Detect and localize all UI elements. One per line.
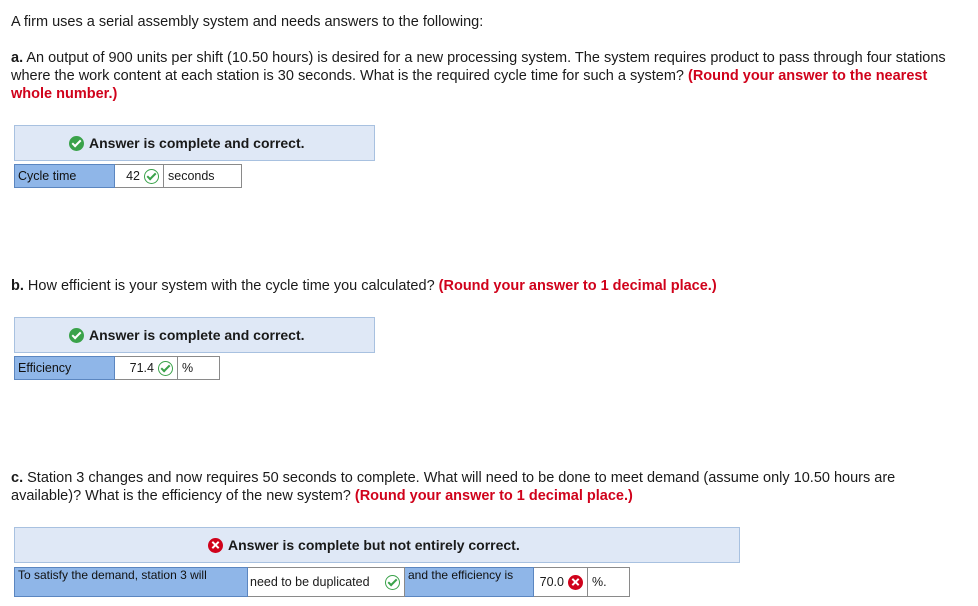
part-b-instruction: (Round your answer to 1 decimal place.) <box>438 278 717 294</box>
part-c-banner <box>14 527 740 563</box>
efficiency-label: Efficiency <box>14 356 115 380</box>
part-b-question: How efficient is your system with the cycle time you calculated? <box>27 278 435 294</box>
efficiency-unit: % <box>178 356 220 380</box>
cycle-time-label: Cycle time <box>14 164 115 188</box>
part-a-label: a. <box>11 50 24 66</box>
check-icon <box>69 136 84 151</box>
part-c-question: Station 3 changes and now requires 50 seconds to complete. What will need to be done to meet demand (assume only 10.50 hours are available)? What is the efficiency of the new system? <box>11 470 896 504</box>
part-b-banner <box>14 317 375 353</box>
station-3-select[interactable] <box>248 567 405 597</box>
check-icon <box>385 575 400 590</box>
question-c <box>11 469 961 505</box>
check-icon <box>69 328 84 343</box>
check-icon <box>158 361 173 376</box>
station-3-label: To satisfy the demand, station 3 will <box>14 567 248 597</box>
cycle-time-value: 42 <box>126 169 140 183</box>
check-icon <box>144 169 159 184</box>
part-a-banner-text: Answer is complete and correct. <box>89 135 305 151</box>
part-a-question: An output of 900 units per shift (10.50 hours) is desired for a new processing system. The system requires product to pass through four stations where the work content at each station is 30 seconds. What is the required cycle time for such a system? <box>11 50 946 84</box>
new-efficiency-input[interactable] <box>534 567 588 597</box>
efficiency-value: 71.4 <box>129 361 154 375</box>
part-a-instruction: (Round your answer to the nearest whole number.) <box>11 68 928 102</box>
part-b-banner-text: Answer is complete and correct. <box>89 327 305 343</box>
cycle-time-input[interactable] <box>115 164 164 188</box>
new-efficiency-unit: %. <box>588 567 630 597</box>
x-icon <box>568 575 583 590</box>
intro-text: A firm uses a serial assembly system and needs answers to the following: <box>11 14 484 30</box>
new-efficiency-value: 70.0 <box>539 575 564 589</box>
station-3-selected-value: need to be duplicated <box>250 575 370 589</box>
part-c-banner-text: Answer is complete but not entirely correct. <box>228 537 520 553</box>
part-c-label: c. <box>11 470 24 486</box>
question-a <box>11 49 961 103</box>
part-c-answer-row <box>14 567 630 597</box>
question-b <box>11 277 961 295</box>
new-efficiency-label: and the efficiency is <box>405 567 534 597</box>
part-a-banner <box>14 125 375 161</box>
x-icon <box>208 538 223 553</box>
part-b-answer-row <box>14 356 220 380</box>
cycle-time-unit: seconds <box>164 164 242 188</box>
part-b-label: b. <box>11 278 24 294</box>
part-c-instruction: (Round your answer to 1 decimal place.) <box>354 488 633 504</box>
efficiency-input[interactable] <box>115 356 178 380</box>
part-a-answer-row <box>14 164 242 188</box>
